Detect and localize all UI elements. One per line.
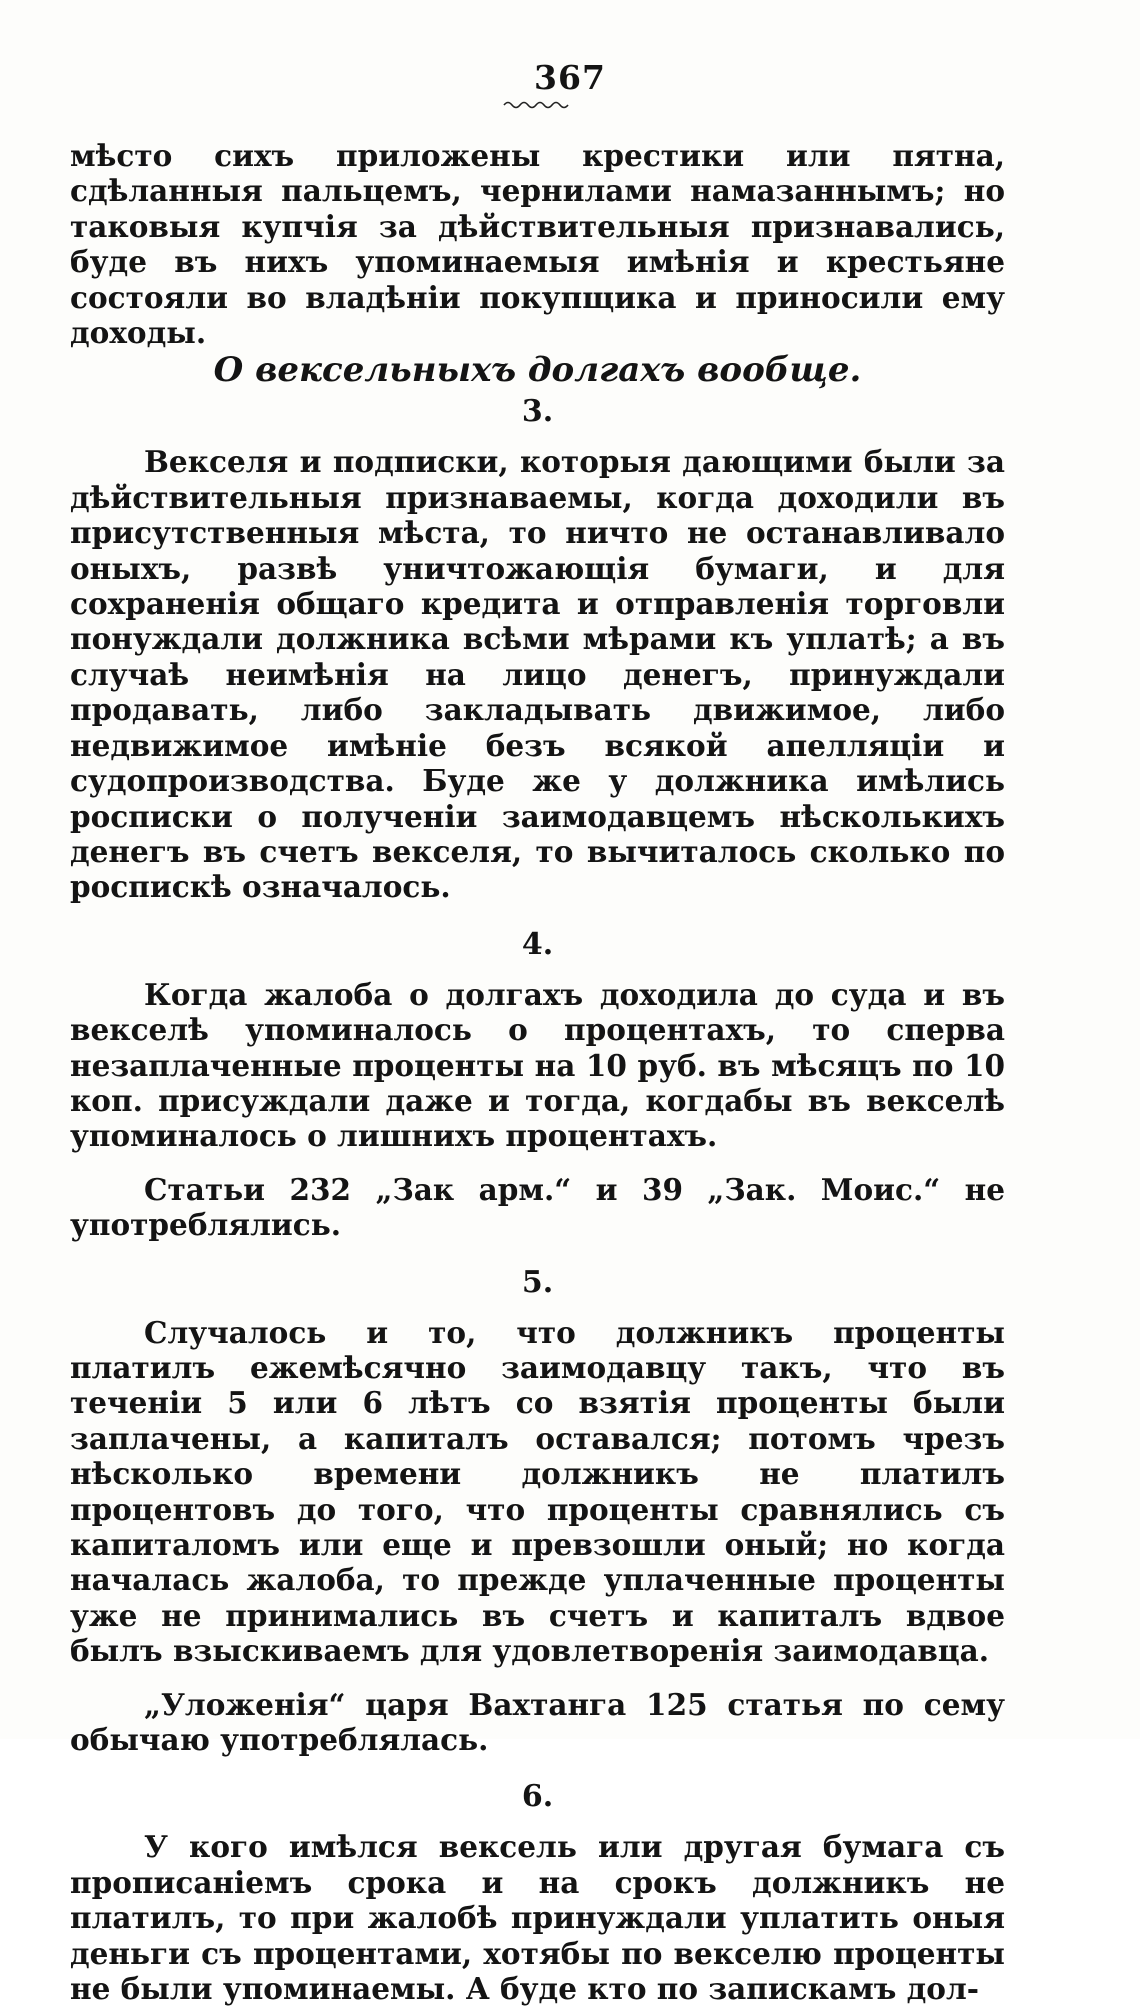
article-4-paragraph-1: Когда жалоба о долгахъ доходила до суда и въ векселѣ упоминалось о процентахъ, то сперва незаплаченные проценты на 10 руб. въ мѣсяцъ по 10 коп. присуждали даже и тогда, когдабы въ векселѣ упоминалось о лишнихъ процентахъ. [70, 976, 1005, 1154]
page-number-ornament [502, 100, 572, 110]
section-title: О вексельныхъ долгахъ вообще. [213, 350, 862, 391]
page-number: 367 [534, 58, 606, 97]
article-number-6: 6. [521, 1779, 554, 1815]
article-5-paragraph-1: Случалось и то, что должникъ проценты платилъ ежемѣсячно заимодавцу такъ, что въ теченіи 5 или 6 лѣтъ со взятія проценты были заплачены, а капиталъ оставался; потомъ чрезъ нѣсколько времени должникъ не платилъ процентовъ до того, что проценты сравнялись съ капиталомъ или еще и превзошли оный; но когда началась жалоба, то прежде уплаченные проценты уже не принимались въ счетъ и капиталъ вдвое былъ взыскиваемъ для удовлетворенія заимодавца. [70, 1314, 1005, 1669]
intro-paragraph: мѣсто сихъ приложены крестики или пятна, сдѣланныя пальцемъ, чернилами намазаннымъ; но таковыя купчія за дѣйствительныя признавались, буде въ нихъ упоминаемыя имѣнія и крестьяне состояли во владѣніи покупщика и приносили ему доходы. [70, 138, 1005, 351]
article-3-paragraph-1: Векселя и подписки, которыя дающими были за дѣйствительныя признаваемы, когда доходили въ присутственныя мѣста, то ничто не останавливало оныхъ, развѣ уничтожающія бумаги, и для сохраненія общаго кредита и отправленія торговли понуждали должника всѣми мѣрами къ уплатѣ; а въ случаѣ неимѣнія на лицо денегъ, принуждали продавать, либо закладывать движимое, либо недвижимое имѣніе безъ всякой апелляціи и судопроизводства. Буде же у должника имѣлись росписки о полученіи заимодавцемъ нѣсколькихъ денегъ въ счетъ векселя, то вычиталось сколько по роспискѣ означалось. [70, 444, 1005, 905]
article-5-paragraph-2: „Уложенія“ царя Вахтанга 125 статья по сему обычаю употреблялась. [70, 1686, 1005, 1758]
article-number-3: 3. [521, 394, 554, 430]
article-6-paragraph-1: У кого имѣлся вексель или другая бумага съ прописаніемъ срока и на срокъ должникъ не платилъ, то при жалобѣ принуждали уплатить оныя деньги съ процентами, хотябы по векселю проценты не были упоминаемы. А буде кто по запискамъ дол- [70, 1829, 1005, 2006]
article-number-4: 4. [521, 926, 554, 962]
article-number-5: 5. [521, 1264, 554, 1300]
article-4-paragraph-2: Статьи 232 „Зак арм.“ и 39 „Зак. Моис.“ не употреблялись. [70, 1171, 1005, 1243]
page-body [70, 138, 1005, 2006]
